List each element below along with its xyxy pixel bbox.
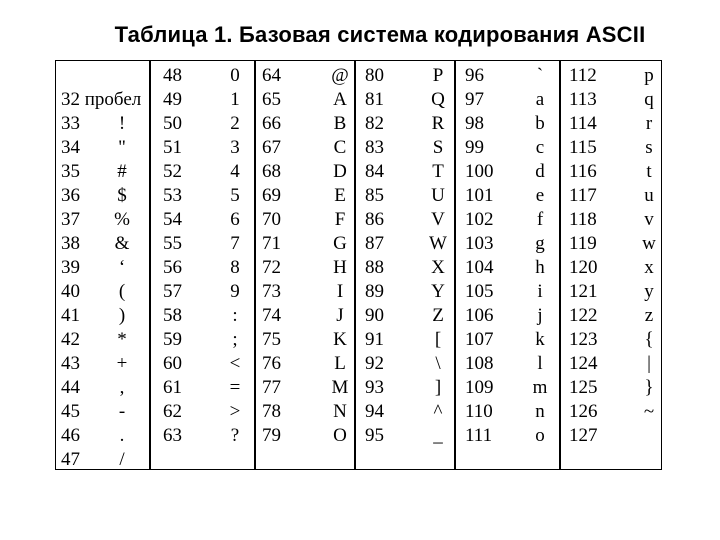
code-cell: 109 (465, 377, 494, 398)
code-cell: 98 (465, 113, 484, 134)
code-cell: 83 (365, 137, 384, 158)
code-cell: 111 (465, 425, 493, 446)
char-cell: / (119, 449, 125, 470)
code-cell: 97 (465, 89, 484, 110)
code-cell: 73 (262, 281, 281, 302)
char-cell: l (537, 353, 543, 374)
code-cell: 36 (61, 185, 80, 206)
char-cell: ~ (643, 401, 655, 422)
char-cell: " (118, 137, 126, 158)
char-cell: d (535, 161, 545, 182)
char-cell: o (535, 425, 545, 446)
char-cell: } (644, 377, 654, 398)
char-cell: v (644, 209, 654, 230)
char-cell: p (644, 65, 654, 86)
char-cell: + (116, 353, 128, 374)
code-cell: 68 (262, 161, 281, 182)
char-cell: Z (432, 305, 444, 326)
char-cell: Y (431, 281, 445, 302)
code-cell: 80 (365, 65, 384, 86)
code-cell: 67 (262, 137, 281, 158)
code-cell: 118 (569, 209, 597, 230)
char-cell: P (432, 65, 444, 86)
code-cell: 94 (365, 401, 384, 422)
char-cell: b (535, 113, 545, 134)
char-cell: j (537, 305, 543, 326)
char-cell: & (114, 233, 130, 254)
char-cell: 0 (230, 65, 240, 86)
code-cell: 75 (262, 329, 281, 350)
code-cell: 116 (569, 161, 597, 182)
char-cell: i (537, 281, 543, 302)
char-cell: 6 (230, 209, 240, 230)
char-cell: R (431, 113, 445, 134)
code-cell: 42 (61, 329, 80, 350)
code-cell: 32 пробел (61, 89, 142, 110)
char-cell: G (333, 233, 347, 254)
code-cell: 85 (365, 185, 384, 206)
char-cell: # (117, 161, 127, 182)
char-cell: r (645, 113, 653, 134)
char-cell: ] (434, 377, 442, 398)
code-cell: 49 (163, 89, 182, 110)
char-cell: 5 (230, 185, 240, 206)
char-cell: 2 (230, 113, 240, 134)
code-cell: 88 (365, 257, 384, 278)
char-cell: * (117, 329, 127, 350)
code-cell: 112 (569, 65, 597, 86)
char-cell: . (119, 425, 125, 446)
char-cell: | (647, 353, 651, 374)
char-cell: y (644, 281, 654, 302)
char-cell: D (333, 161, 347, 182)
char-cell: 7 (230, 233, 240, 254)
code-cell: 89 (365, 281, 384, 302)
code-cell: 121 (569, 281, 598, 302)
code-cell: 122 (569, 305, 598, 326)
code-cell: 60 (163, 353, 182, 374)
code-cell: 95 (365, 425, 384, 446)
code-cell: 51 (163, 137, 182, 158)
code-cell: 93 (365, 377, 384, 398)
char-cell: 8 (230, 257, 240, 278)
char-cell: [ (434, 329, 442, 350)
code-cell: 110 (465, 401, 493, 422)
code-cell: 34 (61, 137, 80, 158)
char-cell: B (333, 113, 347, 134)
char-cell: N (333, 401, 347, 422)
char-cell: ( (118, 281, 126, 302)
char-cell: L (334, 353, 346, 374)
char-cell: % (114, 209, 130, 230)
code-cell: 71 (262, 233, 281, 254)
char-cell: ) (118, 305, 126, 326)
code-cell: 99 (465, 137, 484, 158)
code-cell: 48 (163, 65, 182, 86)
char-cell: a (535, 89, 545, 110)
char-cell: I (336, 281, 344, 302)
code-cell: 127 (569, 425, 598, 446)
char-cell: J (336, 305, 344, 326)
code-cell: 59 (163, 329, 182, 350)
code-cell: 81 (365, 89, 384, 110)
code-cell: 117 (569, 185, 597, 206)
code-cell: 102 (465, 209, 494, 230)
code-cell: 106 (465, 305, 494, 326)
char-cell: H (333, 257, 347, 278)
char-cell: > (229, 401, 241, 422)
code-cell: 87 (365, 233, 384, 254)
char-cell: $ (117, 185, 127, 206)
code-cell: 101 (465, 185, 494, 206)
char-cell: e (535, 185, 545, 206)
char-cell: u (644, 185, 654, 206)
code-cell: 78 (262, 401, 281, 422)
code-cell: 38 (61, 233, 80, 254)
code-cell: 58 (163, 305, 182, 326)
char-cell: { (644, 329, 654, 350)
code-cell: 100 (465, 161, 494, 182)
char-cell: < (229, 353, 241, 374)
code-cell: 92 (365, 353, 384, 374)
code-cell: 124 (569, 353, 598, 374)
code-cell: 69 (262, 185, 281, 206)
ascii-table (55, 60, 662, 470)
code-cell: 63 (163, 425, 182, 446)
code-cell: 125 (569, 377, 598, 398)
char-cell: , (119, 377, 125, 398)
code-cell: 35 (61, 161, 80, 182)
code-cell: 113 (569, 89, 597, 110)
code-cell: 41 (61, 305, 80, 326)
code-cell: 43 (61, 353, 80, 374)
code-cell: 79 (262, 425, 281, 446)
char-cell: : (232, 305, 238, 326)
char-cell: z (644, 305, 654, 326)
code-cell: 66 (262, 113, 281, 134)
char-cell: V (431, 209, 445, 230)
page-title: Таблица 1. Базовая система кодирования ASCII (114, 22, 646, 47)
code-cell: 114 (569, 113, 597, 134)
char-cell: F (334, 209, 346, 230)
code-cell: 64 (262, 65, 281, 86)
char-cell: n (535, 401, 545, 422)
char-cell: 4 (230, 161, 240, 182)
code-cell: 47 (61, 449, 80, 470)
code-cell: 40 (61, 281, 80, 302)
code-cell: 119 (569, 233, 597, 254)
code-cell: 56 (163, 257, 182, 278)
code-cell: 45 (61, 401, 80, 422)
code-cell: 120 (569, 257, 598, 278)
code-cell: 103 (465, 233, 494, 254)
char-cell: m (532, 377, 548, 398)
code-cell: 52 (163, 161, 182, 182)
code-cell: 50 (163, 113, 182, 134)
code-cell: 105 (465, 281, 494, 302)
char-cell: h (535, 257, 545, 278)
char-cell: ? (230, 425, 240, 446)
char-cell: S (432, 137, 444, 158)
code-cell: 76 (262, 353, 281, 374)
char-cell: q (644, 89, 654, 110)
char-cell: X (431, 257, 445, 278)
char-cell: ; (232, 329, 238, 350)
char-cell: E (334, 185, 346, 206)
char-cell: 9 (230, 281, 240, 302)
code-cell: 61 (163, 377, 182, 398)
code-cell: 108 (465, 353, 494, 374)
code-cell: 70 (262, 209, 281, 230)
code-cell: 72 (262, 257, 281, 278)
char-cell: K (333, 329, 347, 350)
code-cell: 53 (163, 185, 182, 206)
code-cell: 91 (365, 329, 384, 350)
char-cell: C (333, 137, 347, 158)
code-cell: 90 (365, 305, 384, 326)
char-cell: 1 (230, 89, 240, 110)
char-cell: O (333, 425, 347, 446)
char-cell: M (331, 377, 349, 398)
char-cell: x (644, 257, 654, 278)
code-cell: 33 (61, 113, 80, 134)
code-cell: 74 (262, 305, 281, 326)
char-cell: Q (431, 89, 445, 110)
code-cell: 104 (465, 257, 494, 278)
code-cell: 82 (365, 113, 384, 134)
char-cell: W (429, 233, 447, 254)
char-cell: - (118, 401, 126, 422)
code-cell: 96 (465, 65, 484, 86)
code-cell: 54 (163, 209, 182, 230)
code-cell: 46 (61, 425, 80, 446)
code-cell: 37 (61, 209, 80, 230)
char-cell: ` (536, 65, 544, 86)
code-cell: 107 (465, 329, 494, 350)
char-cell: g (535, 233, 545, 254)
char-cell: f (536, 209, 544, 230)
char-cell: w (642, 233, 656, 254)
code-cell: 77 (262, 377, 281, 398)
char-cell: ^ (433, 401, 443, 422)
char-cell: ! (118, 113, 126, 134)
code-cell: 39 (61, 257, 80, 278)
char-cell: 3 (230, 137, 240, 158)
char-cell: U (431, 185, 445, 206)
char-cell: @ (331, 65, 349, 86)
char-cell: T (432, 161, 444, 182)
char-cell: = (229, 377, 241, 398)
char-cell: \ (435, 353, 441, 374)
char-cell: A (333, 89, 347, 110)
char-cell: ‘ (118, 257, 126, 278)
code-cell: 65 (262, 89, 281, 110)
code-cell: 86 (365, 209, 384, 230)
code-cell: 57 (163, 281, 182, 302)
char-cell: t (646, 161, 652, 182)
char-cell: _ (433, 425, 443, 446)
code-cell: 84 (365, 161, 384, 182)
char-cell: c (535, 137, 545, 158)
char-cell: s (645, 137, 653, 158)
char-cell: k (535, 329, 545, 350)
code-cell: 126 (569, 401, 598, 422)
code-cell: 123 (569, 329, 598, 350)
code-cell: 44 (61, 377, 80, 398)
code-cell: 62 (163, 401, 182, 422)
code-cell: 55 (163, 233, 182, 254)
code-cell: 115 (569, 137, 597, 158)
